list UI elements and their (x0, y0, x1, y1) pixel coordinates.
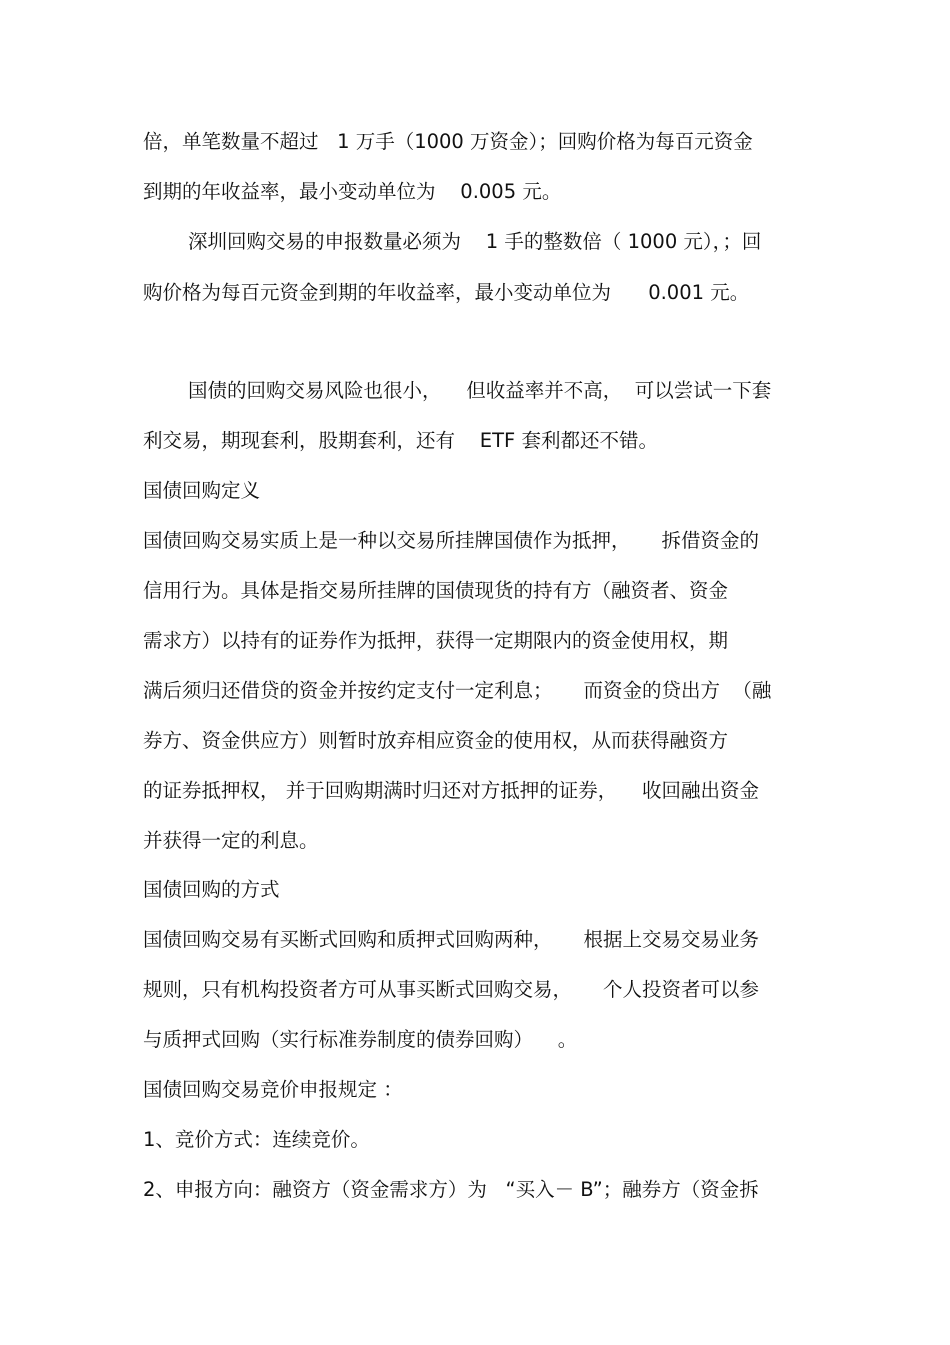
section-heading-methods: 国债回购的方式 (143, 878, 280, 901)
text-line-11: 满后须归还借贷的资金并按约定支付一定利息； 而资金的贷出方 （融 (143, 679, 772, 702)
list-item-1: 1、竞价方式：连续竞价。 (143, 1128, 370, 1151)
text-line-16: 国债回购交易有买断式回购和质押式回购两种， 根据上交易交易业务 (143, 928, 759, 951)
text-line-5: 国债的回购交易风险也很小， 但收益率并不高， 可以尝试一下套 (188, 379, 772, 402)
text-line-2: 到期的年收益率，最小变动单位为 0.005 元。 (143, 180, 562, 203)
text-line-10: 需求方）以持有的证券作为抵押，获得一定期限内的资金使用权，期 (143, 629, 729, 652)
text-line-14: 并获得一定的利息。 (143, 829, 319, 852)
text-line-1: 倍，单笔数量不超过 1 万手（1000 万资金）；回购价格为每百元资金 (143, 130, 753, 153)
text-line-3: 深圳回购交易的申报数量必须为 1 手的整数倍（ 1000 元），；回 (188, 230, 762, 253)
text-line-18: 与质押式回购（实行标准券制度的债券回购） 。 (143, 1028, 578, 1051)
text-line-4: 购价格为每百元资金到期的年收益率，最小变动单位为 0.001 元。 (143, 281, 750, 304)
text-line-17: 规则，只有机构投资者方可从事买断式回购交易， 个人投资者可以参 (143, 978, 759, 1001)
list-item-2: 2、申报方向：融资方（资金需求方）为 “买入－ B”；融券方（资金拆 (143, 1178, 759, 1201)
text-line-6: 利交易，期现套利，股期套利，还有 ETF 套利都还不错。 (143, 429, 658, 452)
section-heading-definition: 国债回购定义 (143, 479, 261, 502)
text-line-8: 国债回购交易实质上是一种以交易所挂牌国债作为抵押， 拆借资金的 (143, 529, 759, 552)
section-heading-rules: 国债回购交易竞价申报规定 ： (143, 1078, 403, 1101)
text-line-9: 信用行为。具体是指交易所挂牌的国债现货的持有方（融资者、资金 (143, 579, 729, 602)
text-line-13: 的证券抵押权， 并于回购期满时归还对方抵押的证券， 收回融出资金 (143, 779, 759, 802)
text-line-12: 券方、资金供应方）则暂时放弃相应资金的使用权，从而获得融资方 (143, 729, 729, 752)
